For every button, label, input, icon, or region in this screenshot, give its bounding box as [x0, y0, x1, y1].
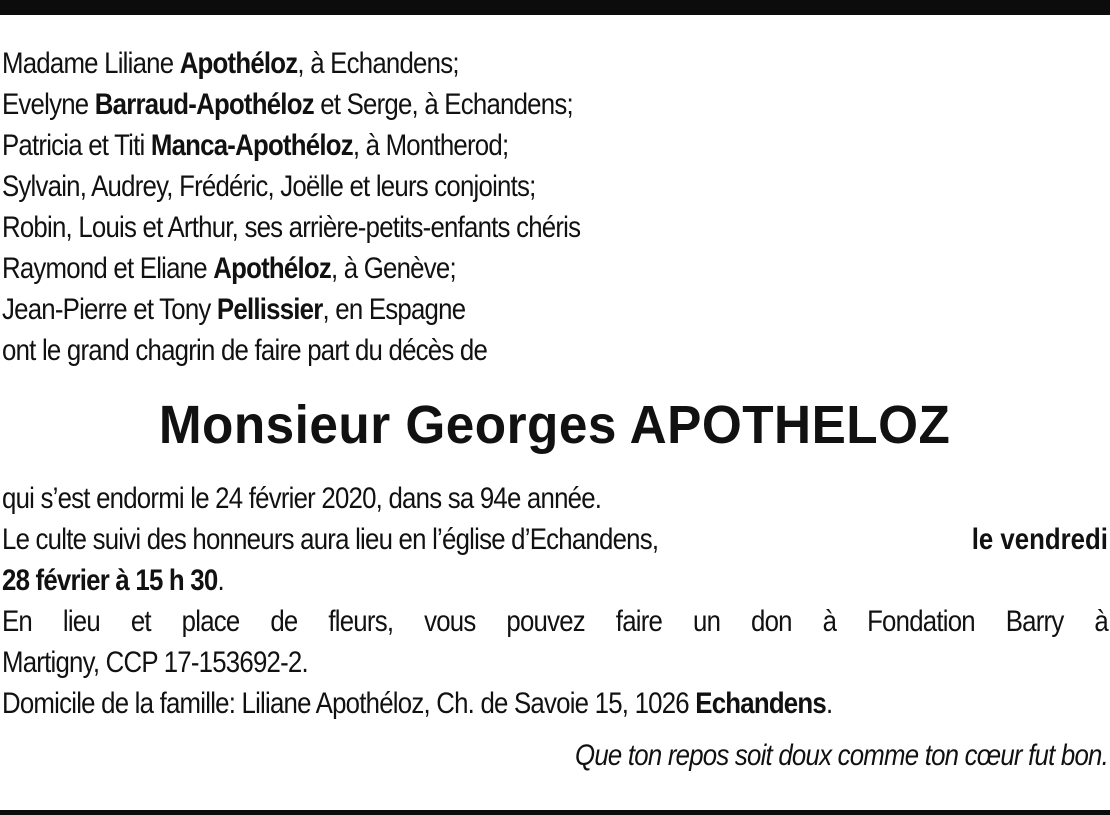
service-line — [2, 519, 1108, 560]
family-line-text: Raymond et Eliane — [2, 252, 214, 285]
family-line-surname: Barraud-Apothéloz — [94, 88, 314, 121]
family-line-text: , en Espagne — [322, 293, 466, 326]
donation-word: don — [751, 605, 792, 638]
family-line — [2, 248, 953, 289]
donation-text: Martigny, CCP 17-153692-2. — [2, 646, 308, 679]
donation-word: lieu — [62, 605, 100, 638]
family-line-text: , à Montherod; — [352, 129, 509, 162]
domicile-town: Echandens — [695, 687, 826, 720]
family-line-text: Evelyne — [2, 88, 95, 121]
announcement-line — [2, 330, 953, 371]
domicile-end: . — [825, 687, 833, 720]
domicile-text: Domicile de la famille: Liliane Apothéloz, Ch. de Savoie 15, 1026 — [2, 687, 696, 720]
service-end: . — [217, 564, 224, 597]
deceased-name-block — [2, 371, 1108, 478]
donation-word: Barry — [1005, 605, 1064, 638]
family-line-text: Robin, Louis et Arthur, ses arrière-petits-enfants chéris — [2, 211, 581, 244]
family-line-surname: Apothéloz — [179, 47, 298, 80]
family-line-surname: Pellissier — [216, 293, 323, 326]
bottom-rule — [0, 810, 1110, 815]
donation-word: Fondation — [867, 605, 975, 638]
family-line — [2, 43, 953, 84]
donation-word: un — [692, 605, 721, 638]
family-line — [2, 289, 953, 330]
family-line-text: Sylvain, Audrey, Frédéric, Joëlle et leurs conjoints; — [2, 170, 536, 203]
donation-line — [2, 601, 1108, 642]
top-rule — [0, 0, 1110, 15]
asleep-text: qui s’est endormi le 24 février 2020, dans sa 94e année. — [2, 482, 602, 515]
family-line-text: et Serge, à Echandens; — [313, 88, 573, 121]
family-line-text: , à Genève; — [330, 252, 456, 285]
donation-word: vous — [424, 605, 476, 638]
family-line-text: Jean-Pierre et Tony — [2, 293, 217, 326]
closing-motto: Que ton repos soit doux comme ton cœur fut bon. — [575, 739, 1108, 772]
donation-word: et — [130, 605, 151, 638]
donation-word: faire — [615, 605, 663, 638]
donation-word: pouvez — [506, 605, 585, 638]
donation-word: place — [181, 605, 240, 638]
family-line-surname: Manca-Apothéloz — [150, 129, 353, 162]
family-line-text: Madame Liliane — [2, 47, 180, 80]
service-date-line — [2, 560, 953, 601]
announcement-text: ont le grand chagrin de faire part du décès de — [2, 334, 488, 367]
domicile-line — [2, 683, 953, 724]
donation-word: de — [270, 605, 298, 638]
family-line — [2, 125, 953, 166]
family-line — [2, 166, 953, 207]
service-day: le vendredi — [971, 523, 1108, 556]
donation-word: En — [2, 605, 33, 638]
family-line — [2, 207, 953, 248]
family-line-text: Patricia et Titi — [2, 129, 151, 162]
deceased-name: Monsieur Georges APOTHELOZ — [159, 394, 951, 455]
family-line — [2, 84, 953, 125]
family-line-surname: Apothéloz — [213, 252, 331, 285]
asleep-line — [2, 478, 953, 519]
service-text: Le culte suivi des honneurs aura lieu en l’église d’Echandens, — [2, 523, 659, 556]
service-date: 28 février à 15 h 30 — [2, 564, 218, 597]
death-notice — [2, 43, 1108, 776]
donation-word: à — [822, 605, 837, 638]
donation-word: fleurs, — [328, 605, 394, 638]
donation-word: à — [1094, 605, 1108, 638]
donation-line-2 — [2, 642, 953, 683]
family-line-text: , à Echandens; — [297, 47, 459, 80]
